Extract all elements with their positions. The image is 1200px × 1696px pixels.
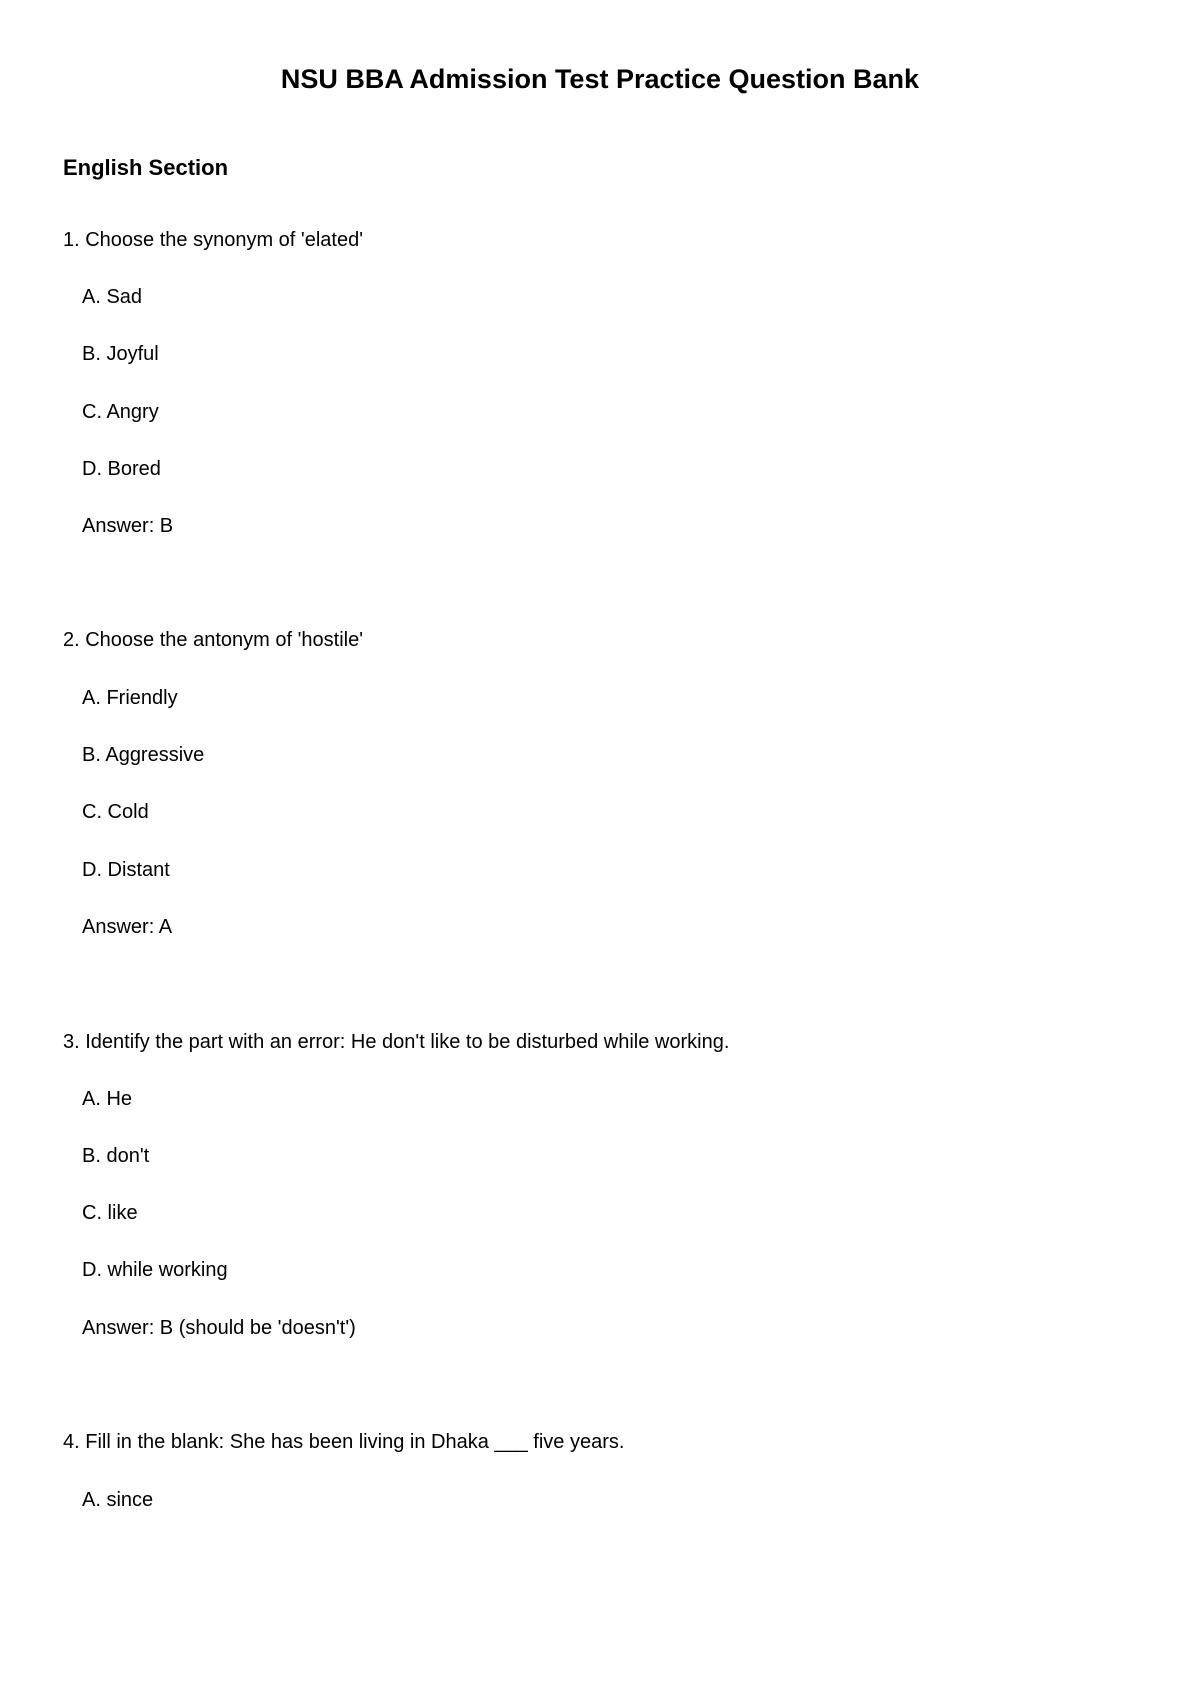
option: D. Bored xyxy=(82,458,161,480)
option: B. Aggressive xyxy=(82,744,205,766)
option: A. He xyxy=(82,1088,133,1110)
section-heading: English Section xyxy=(63,155,229,180)
option: B. don't xyxy=(82,1145,150,1167)
option: C. Cold xyxy=(82,801,149,823)
answer-line: Answer: B xyxy=(82,515,174,537)
question-text: 1. Choose the synonym of 'elated' xyxy=(63,229,364,251)
document-title: NSU BBA Admission Test Practice Question Bank xyxy=(280,64,920,94)
option: D. while working xyxy=(82,1259,228,1281)
option: D. Distant xyxy=(82,859,170,881)
option: C. like xyxy=(82,1202,138,1224)
option: A. Friendly xyxy=(82,687,178,709)
option: A. Sad xyxy=(82,286,143,308)
option: B. Joyful xyxy=(82,343,159,365)
option: A. since xyxy=(82,1489,154,1511)
question-text: 2. Choose the antonym of 'hostile' xyxy=(63,629,364,651)
answer-line: Answer: A xyxy=(82,916,173,938)
question-text: 4. Fill in the blank: She has been living in Dhaka ___ five years. xyxy=(63,1431,625,1453)
question-text: 3. Identify the part with an error: He don't like to be disturbed while working. xyxy=(63,1031,730,1053)
answer-line: Answer: B (should be 'doesn't') xyxy=(82,1317,356,1339)
option: C. Angry xyxy=(82,401,159,423)
